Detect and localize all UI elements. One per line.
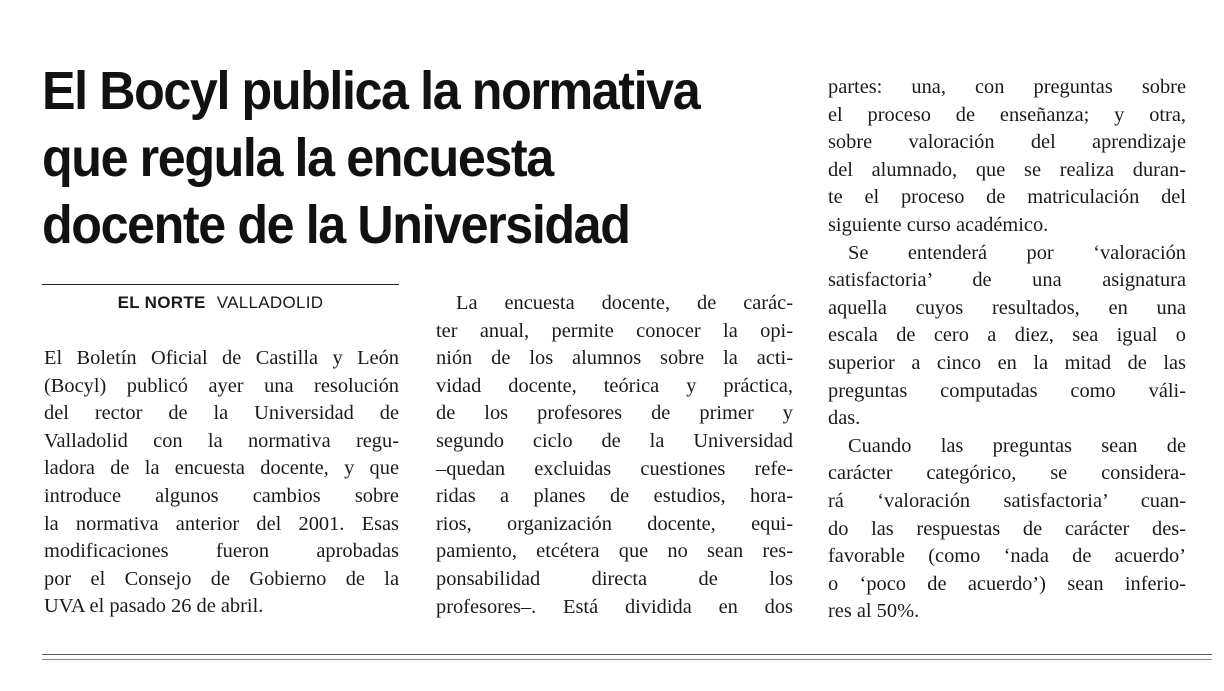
byline-divider [42,284,399,285]
text-line: introduce algunos cambios sobre [44,484,399,507]
text-line: modificaciones fueron aprobadas [44,540,399,563]
text-line: satisfactoria’ de una asignatura [828,269,1186,292]
text-line: o ‘poco de acuerdo’) sean inferio- [828,572,1186,595]
article-column-1 [44,345,399,621]
text-line: res al 50%. [828,600,920,623]
headline-line: que regula la encuesta [42,128,553,188]
text-line: escala de cero a diez, sea igual o [828,324,1186,347]
article-column-3 [828,74,1186,626]
text-line: aquella cuyos resultados, en una [828,296,1186,319]
headline-line: El Bocyl publica la normativa [42,61,700,121]
text-line: segundo ciclo de la Universidad [436,429,793,452]
text-line: del rector de la Universidad de [44,402,399,425]
byline [42,291,399,315]
footer-divider [42,659,1212,660]
text-line: pamiento, etcétera que no sean res- [436,540,793,563]
text-line: –quedan excluidas cuestiones refe- [436,457,793,480]
text-line: Valladolid con la normativa regu- [44,429,399,452]
text-line: superior a cinco en la mitad de las [828,351,1186,374]
text-line: El Boletín Oficial de Castilla y León [44,347,399,369]
text-line: preguntas computadas como váli- [828,379,1186,402]
headline-line: docente de la Universidad [42,195,630,255]
text-line: te el proceso de matriculación del [828,186,1186,209]
text-line: favorable (como ‘nada de acuerdo’ [828,545,1186,568]
text-line: ponsabilidad directa de los [436,567,793,590]
byline-source: EL NORTE [117,293,206,312]
text-line: do las respuestas de carácter des- [828,517,1186,540]
text-line: de los profesores de primer y [436,402,793,425]
text-line: La encuesta docente, de carác- [456,292,793,314]
text-line: das. [828,407,861,430]
byline-location: VALLADOLID [216,293,324,312]
text-line: partes: una, con preguntas sobre [828,76,1186,98]
text-line: UVA el pasado 26 de abril. [44,595,264,618]
text-line: sobre valoración del aprendizaje [828,131,1186,154]
text-line: siguiente curso académico. [828,213,1049,236]
text-line: ridas a planes de estudios, hora- [436,485,793,508]
text-line: carácter categórico, se considera- [828,462,1186,485]
text-line: nión de los alumnos sobre la acti- [436,347,793,370]
article-column-2 [436,290,793,621]
text-line: rios, organización docente, equi- [436,512,793,535]
text-line: vidad docente, teórica y práctica, [436,374,793,397]
text-line: (Bocyl) publicó ayer una resolución [44,374,399,397]
text-line: del alumnado, que se realiza duran- [828,158,1186,181]
text-line: rá ‘valoración satisfactoria’ cuan- [828,489,1186,512]
text-line: profesores–. Está dividida en dos [436,595,793,618]
headline [42,58,749,259]
text-line: ladora de la encuesta docente, y que [44,457,399,480]
text-line: el proceso de enseñanza; y otra, [828,103,1186,126]
text-line: Cuando las preguntas sean de [848,434,1186,457]
text-line: por el Consejo de Gobierno de la [44,567,399,590]
footer-divider [42,654,1212,655]
text-line: Se entenderá por ‘valoración [848,241,1186,264]
text-line: ter anual, permite conocer la opi- [436,319,793,342]
text-line: la normativa anterior del 2001. Esas [44,512,399,535]
